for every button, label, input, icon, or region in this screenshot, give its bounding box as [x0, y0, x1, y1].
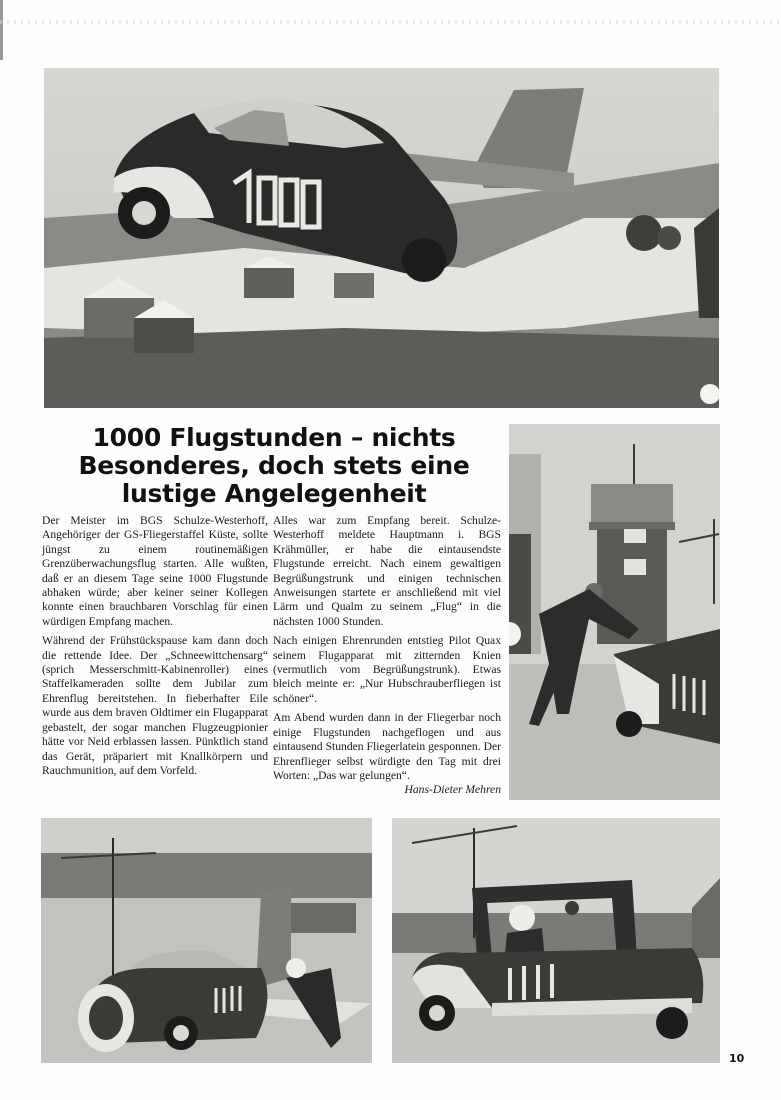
page-edge — [0, 0, 3, 60]
flying-car-image — [44, 68, 719, 408]
pilot-in-car-image — [392, 818, 720, 1063]
photo-pilot-in-car — [392, 818, 720, 1063]
article-column-left — [42, 514, 268, 783]
car-with-wing-image — [41, 818, 372, 1063]
paragraph: Während der Frühstückspause kam dann doch die rettende Idee. Der „Schneewittchensarg“ (sprich Messerschmitt-Kabinenroller) eines Staffelkameraden sollte dem Jubilar zum Ehrenflug bereitstehen. In fieberhafter Eile wurde aus dem braven Oldtimer ein Flugapparat gebastelt, der sogar manchen Flugzeugpionier hätte vor Neid erblassen lassen. Pünktlich stand das Gerät, präpariert mit Knallkörpern und Rauchmunition, auf dem Vorfeld. — [42, 634, 268, 777]
photo-flying-car — [44, 68, 719, 408]
article-headline — [46, 424, 502, 508]
headline-line-3: lustige Angelegenheit — [121, 479, 427, 508]
paragraph: Nach einigen Ehrenrunden entstieg Pilot Quax seinem Flugapparat mit zitternden Knien (vermutlich vom Begrüßungstrunk). Etwas bleich meinte er: „Nur Hubschrauberfliegen ist schöner“. — [273, 634, 501, 705]
control-tower-image — [509, 424, 720, 800]
photo-car-with-wing — [41, 818, 372, 1063]
author-byline: Hans-Dieter Mehren — [404, 783, 501, 797]
article-column-right — [273, 514, 501, 798]
paragraph — [273, 711, 501, 797]
photo-control-tower — [509, 424, 720, 800]
headline-line-2: Besonderes, doch stets eine — [78, 451, 470, 480]
page-number: 10 — [729, 1052, 745, 1065]
paragraph: Alles war zum Empfang bereit. Schulze-Westerhoff meldete Hauptmann i. BGS Krähmüller, er habe die eintausendste Flugstunde erreicht. Nach einem gewaltigen Begrüßungstrunk und einigen technischen Anweisungen startete er anschließend mit viel Lärm und Qualm zu seinem „Flug“ in die nächsten 1000 Stunden. — [273, 514, 501, 628]
paragraph: Der Meister im BGS Schulze-Westerhoff, Angehöriger der GS-Fliegerstaffel Küste, sollte jüngst zu einem routinemäßigen Grenzüberwachungsflug starten. Alle wußten, daß er an diesem Tage seine 1000 Flugstunde abhaken würde; aber keiner seiner Kollegen konnte einen brauchbaren Vorschlag für einen würdigen Empfang machen. — [42, 514, 268, 628]
scan-artifact — [0, 20, 781, 24]
paragraph-text: Am Abend wurden dann in der Fliegerbar noch einige Flugstunden nachgeflogen und aus eintausend Stunden Fliegerlatein gesponnen. Der Ehrenflieger selbst würdigte den Tag mit drei Worten: „Das war gelungen“. — [273, 711, 501, 782]
headline-line-1: 1000 Flugstunden – nichts — [92, 423, 456, 452]
